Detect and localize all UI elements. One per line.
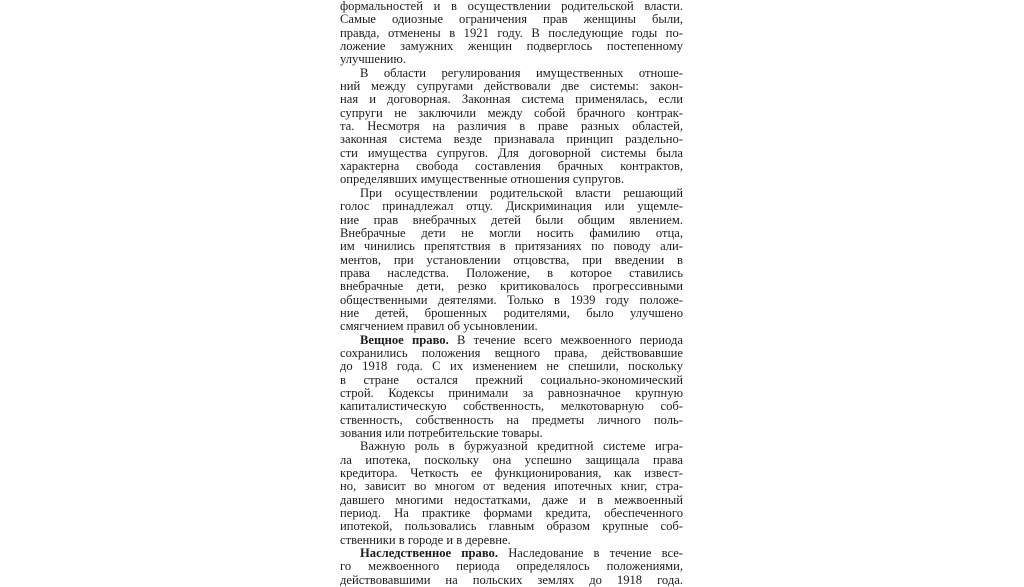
document-page — [340, 0, 683, 587]
paragraph — [340, 334, 683, 441]
text-line — [340, 374, 683, 387]
paragraph — [340, 67, 683, 187]
text-line — [340, 187, 683, 200]
text-line — [340, 27, 683, 40]
line-text: определявших имущественные отношения супругов. — [340, 173, 625, 187]
text-line — [340, 160, 683, 173]
text-line — [340, 467, 683, 480]
line-text: ние прав внебрачных детей были общим явлением. — [340, 213, 683, 227]
line-text: строй. Кодексы принимали за равнозначное крупную — [340, 386, 683, 400]
text-line — [340, 347, 683, 360]
text-line — [340, 40, 683, 53]
text-line — [340, 560, 683, 573]
line-text: ние детей, брошенных родителями, было улучшено — [340, 306, 683, 320]
line-text: формальностей и в осуществлении родительской власти. — [340, 0, 683, 13]
text-line — [340, 13, 683, 26]
line-text: ний между супругами действовали две системы: закон- — [340, 80, 683, 94]
text-line — [340, 480, 683, 493]
line-text: ла ипотека, поскольку она успешно защищала права — [340, 453, 683, 467]
line-text: правда, отменены в 1921 году. В последующие годы по- — [340, 26, 683, 40]
paragraph — [340, 0, 683, 67]
line-text: ложение замужних женщин подверглось постепенному — [340, 40, 683, 54]
line-text: Важную роль в буржуазной кредитной системе игра- — [360, 440, 683, 454]
section-heading: Вещное право. — [360, 333, 449, 347]
paragraph — [340, 547, 683, 587]
text-line — [340, 120, 683, 133]
text-line — [340, 0, 683, 13]
line-text: общественными деятелями. Только в 1939 году положе- — [340, 293, 683, 307]
line-text: смягчением правил об усыновлении. — [340, 320, 538, 334]
text-line — [340, 334, 683, 347]
text-line — [340, 227, 683, 240]
line-text: ная и договорная. Законная система применялась, если — [340, 93, 683, 107]
text-line — [340, 360, 683, 373]
paragraph — [340, 187, 683, 334]
text-line — [340, 547, 683, 560]
line-text: В течение всего межвоенного периода — [457, 333, 683, 347]
text-line — [340, 147, 683, 160]
line-text: При осуществлении родительской власти решающий — [360, 186, 683, 200]
line-text: ственники в городе и в деревне. — [340, 533, 511, 547]
text-line — [340, 80, 683, 93]
line-text: В области регулирования имущественных отноше- — [360, 66, 683, 80]
section-heading: Наследственное право. — [360, 547, 499, 561]
text-line — [340, 67, 683, 80]
line-text: капиталистическую собственность, мелкотоварную соб- — [340, 400, 683, 414]
line-text: внебрачные дети, резко критиковалось прогрессивными — [340, 280, 683, 294]
text-line — [340, 294, 683, 307]
line-text: до 1918 года. С их изменением не спешили, поскольку — [340, 360, 683, 374]
line-text: сти имущества супругов. Для договорной системы была — [340, 146, 683, 160]
line-text: права наследства. Положение, в которое ставились — [340, 266, 683, 280]
line-text: в стране остался прежний социально-экономический — [340, 373, 683, 387]
text-line — [340, 440, 683, 453]
line-text: характерна свобода составления брачных контрактов, — [340, 160, 683, 174]
line-text: действовавшими на польских землях до 1918 года. — [340, 573, 683, 587]
text-line — [340, 494, 683, 507]
line-text: сохранились положения вещного права, действовавшие — [340, 346, 683, 360]
line-text: период. На практике формами кредита, обеспеченного — [340, 507, 683, 521]
line-text: давшего многими недостатками, даже и в межвоенный — [340, 493, 683, 507]
line-text: Самые одиозные ограничения прав женщины были, — [340, 13, 683, 27]
text-line — [340, 574, 683, 587]
line-text: ипотекой, пользовались главным образом крупные соб- — [340, 520, 683, 534]
text-line — [340, 200, 683, 213]
text-line — [340, 507, 683, 520]
text-line — [340, 93, 683, 106]
text-line — [340, 534, 683, 547]
text-line — [340, 320, 683, 333]
text-line — [340, 387, 683, 400]
text-line — [340, 427, 683, 440]
text-line — [340, 400, 683, 413]
text-line — [340, 280, 683, 293]
text-line — [340, 214, 683, 227]
text-line — [340, 240, 683, 253]
line-text: ственность, собственность на предметы личного поль- — [340, 413, 683, 427]
line-text: законная система везде признавала принцип раздельно- — [340, 133, 683, 147]
text-line — [340, 267, 683, 280]
line-text: Наследование в течение все- — [508, 547, 683, 561]
line-text: зования или потребительские товары. — [340, 427, 543, 440]
text-line — [340, 254, 683, 267]
line-text: но, зависит во многом от ведения ипотечных книг, стра- — [340, 480, 683, 494]
text-line — [340, 107, 683, 120]
text-line — [340, 414, 683, 427]
line-text: улучшению. — [340, 53, 406, 67]
text-line — [340, 53, 683, 66]
text-line — [340, 454, 683, 467]
line-text: голос принадлежал отцу. Дискриминация или ущемле- — [340, 200, 683, 214]
line-text: им чинились препятствия в притязаниях по поводу али- — [340, 240, 683, 254]
paragraph — [340, 440, 683, 547]
line-text: кредитора. Четкость ее функционирования, как извест- — [340, 467, 683, 481]
line-text: та. Несмотря на различия в праве разных областей, — [340, 120, 683, 134]
line-text: супруги не заключили между собой брачного контрак- — [340, 106, 683, 120]
line-text: Внебрачные дети не могли носить фамилию отца, — [340, 226, 683, 240]
line-text: го межвоенного периода определялось положениями, — [340, 560, 683, 574]
text-line — [340, 173, 683, 186]
text-line — [340, 133, 683, 146]
text-line — [340, 307, 683, 320]
line-text: ментов, при установлении отцовства, при введении в — [340, 253, 683, 267]
text-line — [340, 520, 683, 533]
